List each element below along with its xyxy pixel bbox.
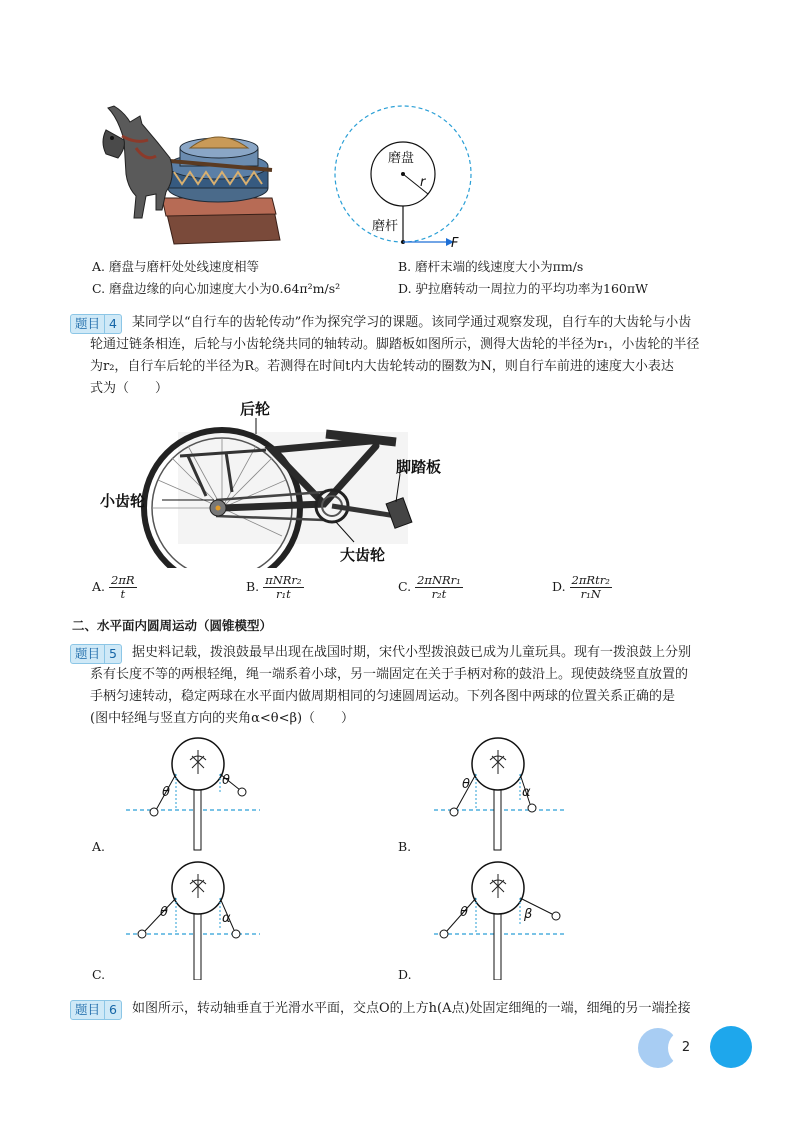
donkey-mill-illustration — [96, 100, 286, 250]
tag-number: 6 — [104, 1001, 117, 1019]
tag-number: 4 — [104, 315, 117, 333]
frac-den: t — [120, 587, 126, 601]
q5-line-3: 手柄匀速转动，稳定两球在水平面内做周期相同的匀速圆周运动。下列各图中两球的位置关系正确的是 — [90, 689, 676, 704]
q6-line-1: 如图所示，转动轴垂直于光滑水平面，交点O的上方h(A点)处固定细绳的一端，细绳的另一端拴接 — [132, 1001, 691, 1016]
drum-panel-b — [420, 730, 570, 852]
option-fraction — [109, 574, 137, 601]
bicycle-gear-figure — [96, 396, 466, 568]
frac-num: 2πR — [111, 573, 135, 587]
angle-right: α — [522, 785, 531, 800]
frac-den: r₁t — [275, 587, 291, 601]
drum-panel-a — [120, 730, 270, 852]
angle-right: β — [524, 907, 533, 922]
q4-option-c[interactable] — [398, 574, 463, 601]
drum-option-c[interactable]: C. — [92, 967, 106, 982]
drum-option-a[interactable]: A. — [92, 839, 106, 854]
q4-option-d[interactable] — [552, 574, 612, 601]
drum-panel-c — [120, 858, 270, 980]
question-tag-6 — [70, 1000, 122, 1020]
q4-line-3: 为r₂，自行车后轮的半径为R。若测得在时间t内大齿轮转动的圈数为N，则自行车前进的速度大小表达 — [90, 359, 674, 374]
q3-option-b[interactable]: B. 磨杆末端的线速度大小为πm/s — [398, 259, 584, 274]
frac-num: 2πRtr₂ — [571, 573, 610, 587]
frac-num: 2πNRr₁ — [417, 573, 461, 587]
option-fraction — [570, 574, 612, 601]
q3-option-c[interactable]: C. 磨盘边缘的向心加速度大小为0.64π²m/s² — [92, 281, 341, 296]
label-pedal: 脚踏板 — [396, 458, 442, 476]
option-fraction — [263, 574, 303, 601]
angle-left: θ — [460, 905, 468, 920]
angle-left: θ — [160, 905, 168, 920]
label-small-gear: 小齿轮 — [100, 492, 146, 510]
drum-panel-d — [420, 858, 570, 980]
option-letter: C. — [398, 579, 412, 594]
q5-line-1: 据史料记载，拨浪鼓最早出现在战国时期，宋代小型拨浪鼓已成为儿童玩具。现有一拨浪鼓上分别 — [132, 645, 692, 660]
page-number: 2 — [668, 1030, 704, 1066]
option-letter: A. — [92, 579, 106, 594]
drum-option-d[interactable]: D. — [398, 967, 412, 982]
tag-label: 题目 — [75, 646, 101, 661]
frac-den: r₂t — [431, 587, 447, 601]
frac-num: πNRr₂ — [265, 573, 302, 587]
label-F: F — [451, 236, 459, 250]
q5-line-2: 系有长度不等的两根轻绳，绳一端系着小球，另一端固定在关于手柄对称的鼓沿上。现使鼓绕竖直放置的 — [90, 667, 689, 682]
question-tag-5 — [70, 644, 122, 664]
q4-line-2: 轮通过链条相连，后轮与小齿轮绕共同的轴转动。脚踏板如图所示，测得大齿轮的半径为r₁，小齿轮的半径 — [90, 337, 700, 352]
q5-line-4: (图中轻绳与竖直方向的夹角α<θ<β)（ ） — [90, 711, 355, 726]
label-pan: 磨盘 — [388, 151, 415, 166]
section-heading: 二、水平面内圆周运动（圆锥模型） — [72, 618, 273, 633]
angle-right: θ — [222, 773, 230, 788]
option-letter: D. — [552, 579, 566, 594]
tag-number: 5 — [104, 645, 117, 663]
option-letter: B. — [246, 579, 260, 594]
label-big-gear: 大齿轮 — [340, 546, 386, 564]
page-badge-right-circle — [710, 1026, 752, 1068]
q3-option-a[interactable]: A. 磨盘与磨杆处处线速度相等 — [92, 259, 259, 274]
q4-line-4: 式为（ ） — [90, 381, 169, 396]
q3-option-d[interactable]: D. 驴拉磨转动一周拉力的平均功率为160πW — [398, 281, 648, 296]
q4-line-1: 某同学以“自行车的齿轮传动”作为探究学习的课题。该同学通过观察发现，自行车的大齿轮与小齿 — [132, 315, 692, 330]
q4-option-a[interactable] — [92, 574, 137, 601]
label-rear-wheel: 后轮 — [240, 400, 271, 418]
angle-left: θ — [462, 777, 470, 792]
angle-left: θ — [162, 785, 170, 800]
mill-diagram — [330, 100, 480, 250]
question-tag-4 — [70, 314, 122, 334]
tag-label: 题目 — [75, 316, 101, 331]
label-pole: 磨杆 — [372, 219, 399, 234]
q4-option-b[interactable] — [246, 574, 304, 601]
angle-right: α — [222, 911, 231, 926]
drum-option-b[interactable]: B. — [398, 839, 412, 854]
frac-den: r₁N — [580, 587, 601, 601]
tag-label: 题目 — [75, 1002, 101, 1017]
label-r: r — [420, 175, 426, 190]
option-fraction — [415, 574, 463, 601]
